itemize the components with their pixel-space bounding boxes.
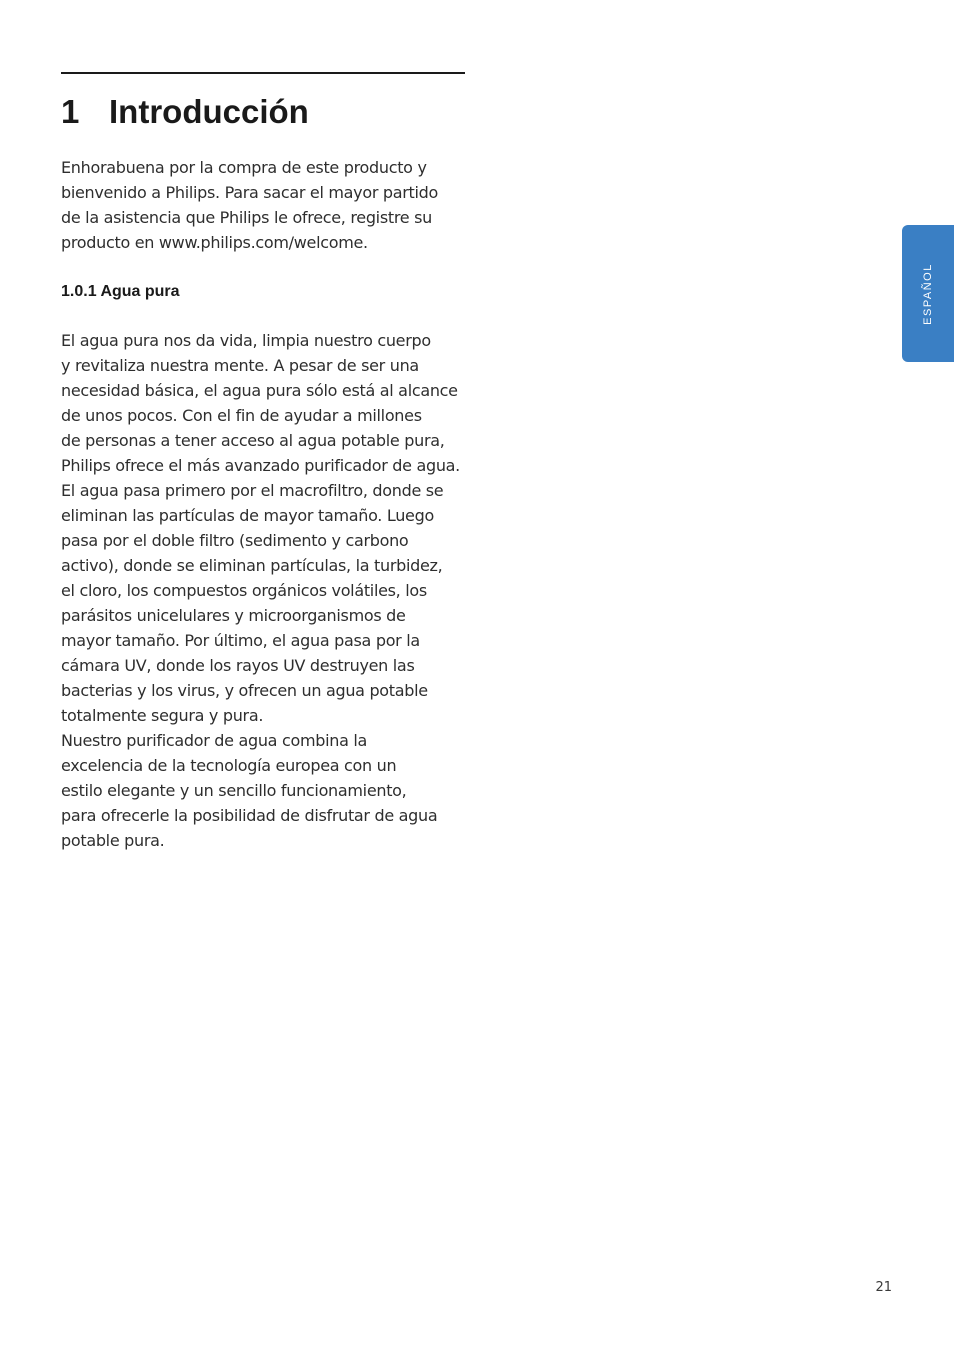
intro-line: bienvenido a Philips. Para sacar el mayor partido	[61, 183, 438, 202]
language-tab-label: ESPAÑOL	[922, 262, 934, 325]
section-line: Philips ofrece el más avanzado purificador de agua.	[61, 456, 460, 475]
section-line: pasa por el doble filtro (sedimento y carbono	[61, 531, 409, 550]
section-line: eliminan las partículas de mayor tamaño. Luego	[61, 506, 434, 525]
intro-paragraph	[61, 155, 481, 255]
section-line: parásitos unicelulares y microorganismos de	[61, 606, 406, 625]
section-line: Nuestro purificador de agua combina la	[61, 731, 368, 750]
page-number: 21	[875, 1280, 892, 1295]
section-line: de unos pocos. Con el fin de ayudar a millones	[61, 406, 422, 425]
chapter-top-rule	[61, 72, 465, 74]
section-line: excelencia de la tecnología europea con un	[61, 756, 397, 775]
section-line: necesidad básica, el agua pura sólo está al alcance	[61, 381, 458, 400]
section-line: de personas a tener acceso al agua potable pura,	[61, 431, 445, 450]
section-heading: 1.0.1 Agua pura	[61, 283, 180, 300]
chapter-title	[61, 90, 309, 134]
section-line: estilo elegante y un sencillo funcionamiento,	[61, 781, 407, 800]
section-paragraph	[61, 328, 481, 853]
section-line: bacterias y los virus, y ofrecen un agua potable	[61, 681, 428, 700]
section-line: mayor tamaño. Por último, el agua pasa por la	[61, 631, 420, 650]
section-line: para ofrecerle la posibilidad de disfrutar de agua	[61, 806, 438, 825]
section-line: el cloro, los compuestos orgánicos volátiles, los	[61, 581, 427, 600]
section-line: cámara UV, donde los rayos UV destruyen las	[61, 656, 415, 675]
section-line: El agua pura nos da vida, limpia nuestro cuerpo	[61, 331, 431, 350]
section-line: totalmente segura y pura.	[61, 706, 264, 725]
intro-line: producto en www.philips.com/welcome.	[61, 233, 368, 252]
section-line: y revitaliza nuestra mente. A pesar de ser una	[61, 356, 419, 375]
section-line: activo), donde se eliminan partículas, la turbidez,	[61, 556, 443, 575]
intro-line: Enhorabuena por la compra de este producto y	[61, 158, 427, 177]
main-content	[61, 155, 481, 853]
chapter-title-text: Introducción	[109, 93, 309, 130]
language-tab	[902, 225, 954, 362]
intro-line: de la asistencia que Philips le ofrece, registre su	[61, 208, 432, 227]
chapter-number: 1	[61, 93, 80, 130]
section-line: El agua pasa primero por el macrofiltro, donde se	[61, 481, 444, 500]
section-line: potable pura.	[61, 831, 165, 850]
